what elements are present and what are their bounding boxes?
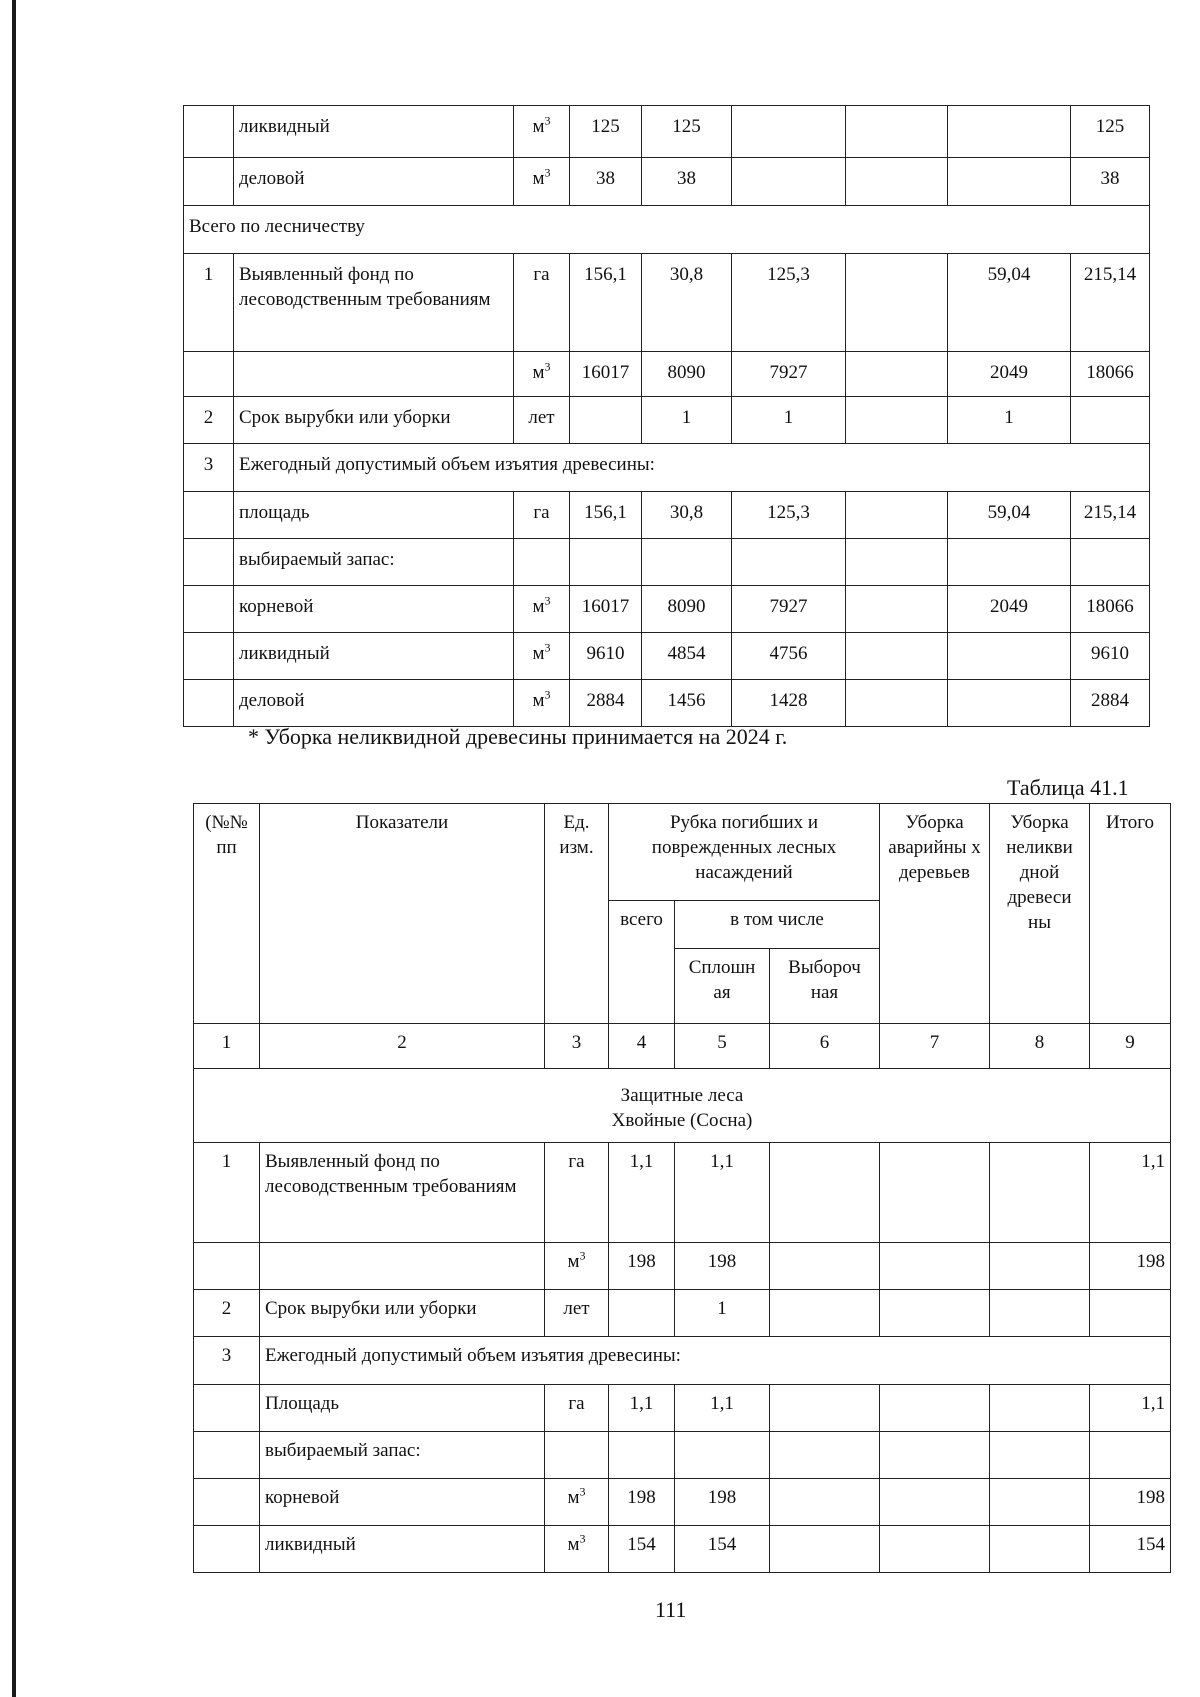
cell-col9: 38 xyxy=(1071,158,1150,206)
cell-col8 xyxy=(990,1243,1090,1290)
cell-col6 xyxy=(770,1526,880,1573)
row-unit: $м^3$ xyxy=(514,633,570,680)
cell-col9: 154 xyxy=(1090,1526,1171,1573)
row-num xyxy=(184,633,234,680)
header-clear-felling: Сплошн ая xyxy=(675,949,770,1024)
row-name: выбираемый запас: xyxy=(234,539,514,586)
cell-col7 xyxy=(846,492,948,539)
cell-col5: 1,1 xyxy=(675,1385,770,1432)
cell-col4 xyxy=(570,397,642,444)
cell-col4: 156,1 xyxy=(570,492,642,539)
cell-col7 xyxy=(846,633,948,680)
cell-col4: 16017 xyxy=(570,586,642,633)
row-name: корневой xyxy=(234,586,514,633)
cell-col7 xyxy=(880,1526,990,1573)
cell-col6 xyxy=(732,106,846,158)
cell-col5: 1,1 xyxy=(675,1143,770,1243)
row-name: корневой xyxy=(260,1479,545,1526)
cell-col9: 198 xyxy=(1090,1243,1171,1290)
cell-col6 xyxy=(770,1143,880,1243)
cell-col4: 198 xyxy=(609,1479,675,1526)
row-num: 2 xyxy=(184,397,234,444)
row-name: деловой xyxy=(234,158,514,206)
column-number: 3 xyxy=(545,1024,609,1069)
cell-col9: 18066 xyxy=(1071,586,1150,633)
cell-col5: 1 xyxy=(642,397,732,444)
cell-col5: 30,8 xyxy=(642,254,732,352)
cell-col9: 2884 xyxy=(1071,680,1150,727)
cell-col8 xyxy=(990,1526,1090,1573)
cell-col4: 125 xyxy=(570,106,642,158)
column-number: 1 xyxy=(194,1024,260,1069)
cell-col6: 125,3 xyxy=(732,254,846,352)
table-row xyxy=(184,444,1150,492)
cell-col4: 16017 xyxy=(570,352,642,397)
row-num: 3 xyxy=(184,444,234,492)
row-name: Срок вырубки или уборки xyxy=(234,397,514,444)
section-forest-type: Защитные леса xyxy=(620,1085,744,1106)
cell-col5: 125 xyxy=(642,106,732,158)
cell-col7 xyxy=(846,158,948,206)
table-row xyxy=(184,492,1150,539)
cell-col6 xyxy=(770,1432,880,1479)
row-name: Выявленный фонд по лесоводственным требованиям xyxy=(260,1143,545,1243)
table-row xyxy=(194,1290,1171,1337)
cell-col5: 1456 xyxy=(642,680,732,727)
row-name: Ежегодный допустимый объем изъятия древесины: xyxy=(234,444,1150,492)
header-unit: Ед. изм. xyxy=(545,804,609,1024)
cell-col5: 38 xyxy=(642,158,732,206)
row-name: ликвидный xyxy=(234,106,514,158)
row-unit: га xyxy=(545,1143,609,1243)
header-including: в том числе xyxy=(675,901,880,949)
section-total-label: Всего по лесничеству xyxy=(184,206,1150,254)
row-unit: га xyxy=(514,492,570,539)
row-unit: $м^3$ xyxy=(514,586,570,633)
cell-col4: 1,1 xyxy=(609,1143,675,1243)
cell-col9: 1,1 xyxy=(1090,1143,1171,1243)
cell-col4: 156,1 xyxy=(570,254,642,352)
column-number: 5 xyxy=(675,1024,770,1069)
row-num xyxy=(194,1432,260,1479)
cell-col6 xyxy=(770,1290,880,1337)
row-unit: $м^3$ xyxy=(514,352,570,397)
cell-col5: 8090 xyxy=(642,352,732,397)
column-number: 7 xyxy=(880,1024,990,1069)
column-numbers-row xyxy=(194,1024,1171,1069)
cell-col9 xyxy=(1090,1432,1171,1479)
row-name: выбираемый запас: xyxy=(260,1432,545,1479)
header-num: (№№ пп xyxy=(194,804,260,1024)
table-row xyxy=(184,106,1150,158)
row-name: деловой xyxy=(234,680,514,727)
scan-margin-line xyxy=(12,0,16,1697)
cell-col8 xyxy=(990,1290,1090,1337)
row-num xyxy=(184,492,234,539)
table-row xyxy=(184,680,1150,727)
row-num xyxy=(184,106,234,158)
row-num xyxy=(184,586,234,633)
cell-col4: 1,1 xyxy=(609,1385,675,1432)
cell-col5 xyxy=(642,539,732,586)
column-number: 6 xyxy=(770,1024,880,1069)
cell-col9: 125 xyxy=(1071,106,1150,158)
cell-col8 xyxy=(948,106,1071,158)
cell-col5: 154 xyxy=(675,1526,770,1573)
section-species: Хвойные (Сосна) xyxy=(611,1110,753,1131)
cell-col8: 1 xyxy=(948,397,1071,444)
cell-col5: 4854 xyxy=(642,633,732,680)
row-name xyxy=(234,352,514,397)
row-num: 3 xyxy=(194,1337,260,1385)
row-name: ликвидный xyxy=(234,633,514,680)
row-name: Выявленный фонд по лесоводственным требованиям xyxy=(234,254,514,352)
cell-col6 xyxy=(770,1243,880,1290)
row-unit: лет xyxy=(514,397,570,444)
table-row xyxy=(194,1432,1171,1479)
cell-col7 xyxy=(846,680,948,727)
cell-col4: 9610 xyxy=(570,633,642,680)
table-row xyxy=(184,633,1150,680)
cell-col8: 2049 xyxy=(948,352,1071,397)
cell-col8 xyxy=(948,680,1071,727)
header-all: всего xyxy=(609,901,675,1024)
cell-col5: 198 xyxy=(675,1479,770,1526)
cell-col4 xyxy=(570,539,642,586)
cell-col7 xyxy=(846,352,948,397)
section-row xyxy=(184,206,1150,254)
cell-col7 xyxy=(846,254,948,352)
cell-col5: 8090 xyxy=(642,586,732,633)
cell-col4: 198 xyxy=(609,1243,675,1290)
table-row xyxy=(184,539,1150,586)
cell-col8: 2049 xyxy=(948,586,1071,633)
row-name xyxy=(260,1243,545,1290)
cell-col4: 38 xyxy=(570,158,642,206)
table-caption: Таблица 41.1 xyxy=(1007,775,1129,800)
cell-col7 xyxy=(880,1432,990,1479)
cell-col4: 154 xyxy=(609,1526,675,1573)
cell-col8 xyxy=(990,1385,1090,1432)
column-number: 8 xyxy=(990,1024,1090,1069)
cell-col7 xyxy=(846,586,948,633)
cell-col7 xyxy=(880,1385,990,1432)
cell-col9: 1,1 xyxy=(1090,1385,1171,1432)
row-num xyxy=(184,680,234,727)
table-row xyxy=(184,586,1150,633)
cell-col6: 125,3 xyxy=(732,492,846,539)
header-selective-felling: Выбороч ная xyxy=(770,949,880,1024)
row-name: Ежегодный допустимый объем изъятия древесины: xyxy=(260,1337,1171,1385)
cell-col4 xyxy=(609,1290,675,1337)
row-num xyxy=(194,1479,260,1526)
table-row xyxy=(184,352,1150,397)
cell-col8 xyxy=(948,633,1071,680)
table-row xyxy=(194,1243,1171,1290)
cell-col6: 4756 xyxy=(732,633,846,680)
column-number: 4 xyxy=(609,1024,675,1069)
table-row xyxy=(184,254,1150,352)
cell-col4: 2884 xyxy=(570,680,642,727)
cell-col9: 198 xyxy=(1090,1479,1171,1526)
cell-col8 xyxy=(948,158,1071,206)
cell-col7 xyxy=(880,1479,990,1526)
header-total: Итого xyxy=(1090,804,1171,1024)
row-name: Срок вырубки или уборки xyxy=(260,1290,545,1337)
cell-col5 xyxy=(675,1432,770,1479)
cell-col7 xyxy=(846,539,948,586)
cell-col7 xyxy=(880,1243,990,1290)
table-row xyxy=(184,158,1150,206)
row-name: площадь xyxy=(234,492,514,539)
cell-col7 xyxy=(880,1143,990,1243)
cell-col9 xyxy=(1071,397,1150,444)
row-name: ликвидный xyxy=(260,1526,545,1573)
cell-col3 xyxy=(514,539,570,586)
table-row xyxy=(194,1337,1171,1385)
row-unit: $м^3$ xyxy=(545,1479,609,1526)
cell-col9: 215,14 xyxy=(1071,492,1150,539)
row-unit: $м^3$ xyxy=(514,158,570,206)
row-num: 1 xyxy=(184,254,234,352)
cell-col8 xyxy=(990,1143,1090,1243)
cell-col6: 1428 xyxy=(732,680,846,727)
header-row xyxy=(194,804,1171,901)
cell-col6 xyxy=(770,1385,880,1432)
row-num xyxy=(194,1243,260,1290)
cell-col8 xyxy=(990,1479,1090,1526)
header-indicators: Показатели xyxy=(260,804,545,1024)
section-row xyxy=(194,1069,1171,1143)
section-heading xyxy=(194,1069,1171,1143)
cell-col8 xyxy=(948,539,1071,586)
cell-col9: 215,14 xyxy=(1071,254,1150,352)
cell-col3 xyxy=(545,1432,609,1479)
cell-col9 xyxy=(1071,539,1150,586)
cell-col7 xyxy=(880,1290,990,1337)
continuation-table xyxy=(183,105,1150,727)
cell-col6: 1 xyxy=(732,397,846,444)
table-row xyxy=(184,397,1150,444)
row-num xyxy=(184,539,234,586)
table-41-1 xyxy=(193,803,1171,1573)
cell-col7 xyxy=(846,106,948,158)
cell-col9: 9610 xyxy=(1071,633,1150,680)
cell-col6: 7927 xyxy=(732,586,846,633)
footnote: * Уборка неликвидной древесины принимается на 2024 г. xyxy=(248,724,788,749)
table-row xyxy=(194,1143,1171,1243)
row-name: Площадь xyxy=(260,1385,545,1432)
row-num: 2 xyxy=(194,1290,260,1337)
row-unit: лет xyxy=(545,1290,609,1337)
row-unit: $м^3$ xyxy=(545,1243,609,1290)
cell-col7 xyxy=(846,397,948,444)
table-row xyxy=(194,1479,1171,1526)
row-unit: га xyxy=(514,254,570,352)
cell-col8 xyxy=(990,1432,1090,1479)
row-unit: $м^3$ xyxy=(545,1526,609,1573)
table-row xyxy=(194,1526,1171,1573)
row-unit: $м^3$ xyxy=(514,106,570,158)
cell-col8: 59,04 xyxy=(948,492,1071,539)
cell-col5: 198 xyxy=(675,1243,770,1290)
header-felling: Рубка погибших и поврежденных лесных насаждений xyxy=(609,804,880,901)
column-number: 9 xyxy=(1090,1024,1171,1069)
cell-col9: 18066 xyxy=(1071,352,1150,397)
cell-col5: 1 xyxy=(675,1290,770,1337)
cell-col6 xyxy=(732,539,846,586)
row-num xyxy=(184,158,234,206)
column-number: 2 xyxy=(260,1024,545,1069)
header-emergency: Уборка аварийны х деревьев xyxy=(880,804,990,1024)
row-num: 1 xyxy=(194,1143,260,1243)
row-num xyxy=(184,352,234,397)
row-unit: га xyxy=(545,1385,609,1432)
cell-col9 xyxy=(1090,1290,1171,1337)
header-nonliquid: Уборка неликви дной древеси ны xyxy=(990,804,1090,1024)
cell-col8: 59,04 xyxy=(948,254,1071,352)
cell-col6: 7927 xyxy=(732,352,846,397)
row-num xyxy=(194,1385,260,1432)
cell-col5: 30,8 xyxy=(642,492,732,539)
page-number: 111 xyxy=(655,1597,687,1622)
cell-col6 xyxy=(770,1479,880,1526)
row-unit: $м^3$ xyxy=(514,680,570,727)
table-row xyxy=(194,1385,1171,1432)
row-num xyxy=(194,1526,260,1573)
cell-col4 xyxy=(609,1432,675,1479)
cell-col6 xyxy=(732,158,846,206)
